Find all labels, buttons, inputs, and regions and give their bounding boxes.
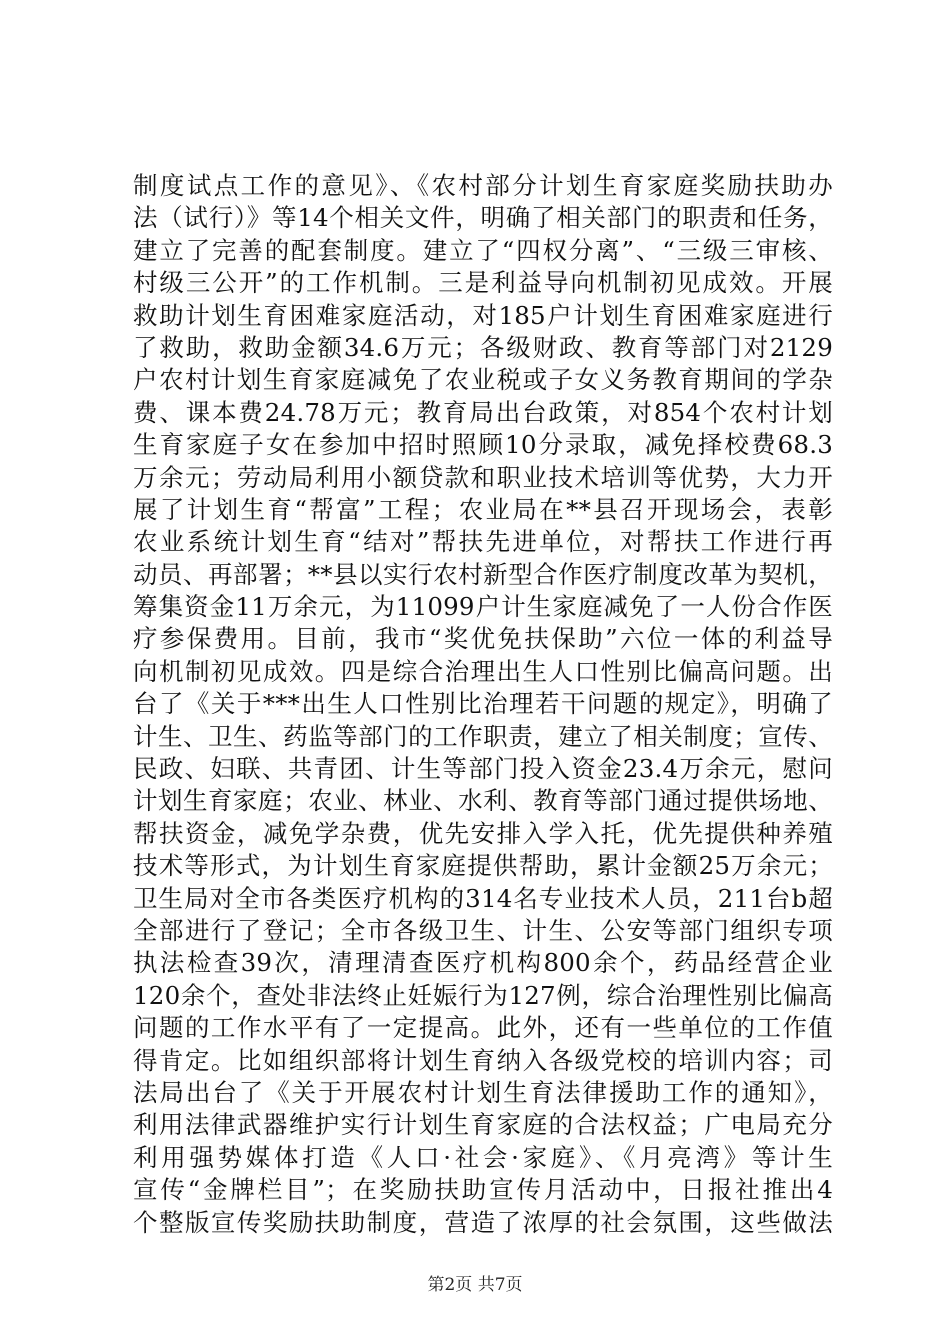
text-line: 万余元；劳动局利用小额贷款和职业技术培训等优势，大力开: [133, 462, 833, 492]
text-line: 宣传“金牌栏目”；在奖励扶助宣传月活动中，日报社推出4: [133, 1175, 833, 1205]
text-line: 展了计划生育“帮富”工程；农业局在**县召开现场会，表彰: [133, 494, 833, 524]
text-line: 得肯定。比如组织部将计划生育纳入各级党校的培训内容；司: [133, 1045, 833, 1075]
text-line: 建立了完善的配套制度。建立了“四权分离”、“三级三审核、: [133, 235, 833, 265]
text-line: 法局出台了《关于开展农村计划生育法律援助工作的通知》，: [133, 1077, 833, 1107]
text-line: 救助计划生育困难家庭活动，对185户计划生育困难家庭进行: [133, 300, 833, 330]
text-line: 动员、再部署；**县以实行农村新型合作医疗制度改革为契机，: [133, 559, 833, 589]
body-text: [133, 170, 833, 1239]
page-footer: 第2页 共7页: [427, 1275, 523, 1295]
text-line: 费、课本费24.78万元；教育局出台政策，对854个农村计划: [133, 397, 833, 427]
text-line: 户农村计划生育家庭减免了农业税或子女义务教育期间的学杂: [133, 365, 833, 395]
text-line: 全部进行了登记；全市各级卫生、计生、公安等部门组织专项: [133, 915, 833, 945]
text-line: 了救助，救助金额34.6万元；各级财政、教育等部门对2129: [133, 332, 833, 362]
text-line: 民政、妇联、共青团、计生等部门投入资金23.4万余元，慰问: [133, 754, 833, 784]
text-line: 120余个，查处非法终止妊娠行为127例，综合治理性别比偏高: [133, 980, 833, 1010]
text-line: 疗参保费用。目前，我市“奖优免扶保助”六位一体的利益导: [133, 624, 833, 654]
text-line: 帮扶资金，减免学杂费，优先安排入学入托，优先提供种养殖: [133, 818, 833, 848]
text-line: 村级三公开”的工作机制。三是利益导向机制初见成效。开展: [133, 268, 833, 298]
text-line: 法（试行）》等14个相关文件，明确了相关部门的职责和任务，: [133, 203, 833, 233]
text-line: 生育家庭子女在参加中招时照顾10分录取，减免择校费68.3: [133, 430, 833, 460]
text-line: 执法检查39次，清理清查医疗机构800余个，药品经营企业: [133, 948, 833, 978]
text-line: 利用强势媒体打造《人口·社会·家庭》、《月亮湾》等计生: [133, 1142, 833, 1172]
text-line: 问题的工作水平有了一定提高。此外，还有一些单位的工作值: [133, 1013, 833, 1043]
text-line: 个整版宣传奖励扶助制度，营造了浓厚的社会氛围，这些做法: [133, 1207, 833, 1237]
text-line: 技术等形式，为计划生育家庭提供帮助，累计金额25万余元；: [133, 851, 833, 881]
text-line: 卫生局对全市各类医疗机构的314名专业技术人员，211台b超: [133, 883, 833, 913]
text-line: 制度试点工作的意见》、《农村部分计划生育家庭奖励扶助办: [133, 171, 833, 200]
text-line: 利用法律武器维护实行计划生育家庭的合法权益；广电局充分: [133, 1110, 833, 1140]
text-line: 计生、卫生、药监等部门的工作职责，建立了相关制度；宣传、: [133, 721, 833, 751]
text-line: 计划生育家庭；农业、林业、水利、教育等部门通过提供场地、: [133, 786, 833, 816]
text-line: 农业系统计划生育“结对”帮扶先进单位，对帮扶工作进行再: [133, 527, 833, 557]
text-line: 台了《关于***出生人口性别比治理若干问题的规定》，明确了: [133, 689, 833, 719]
text-line: 向机制初见成效。四是综合治理出生人口性别比偏高问题。出: [133, 656, 833, 686]
text-line: 筹集资金11万余元，为11099户计生家庭减免了一人份合作医: [133, 592, 833, 622]
